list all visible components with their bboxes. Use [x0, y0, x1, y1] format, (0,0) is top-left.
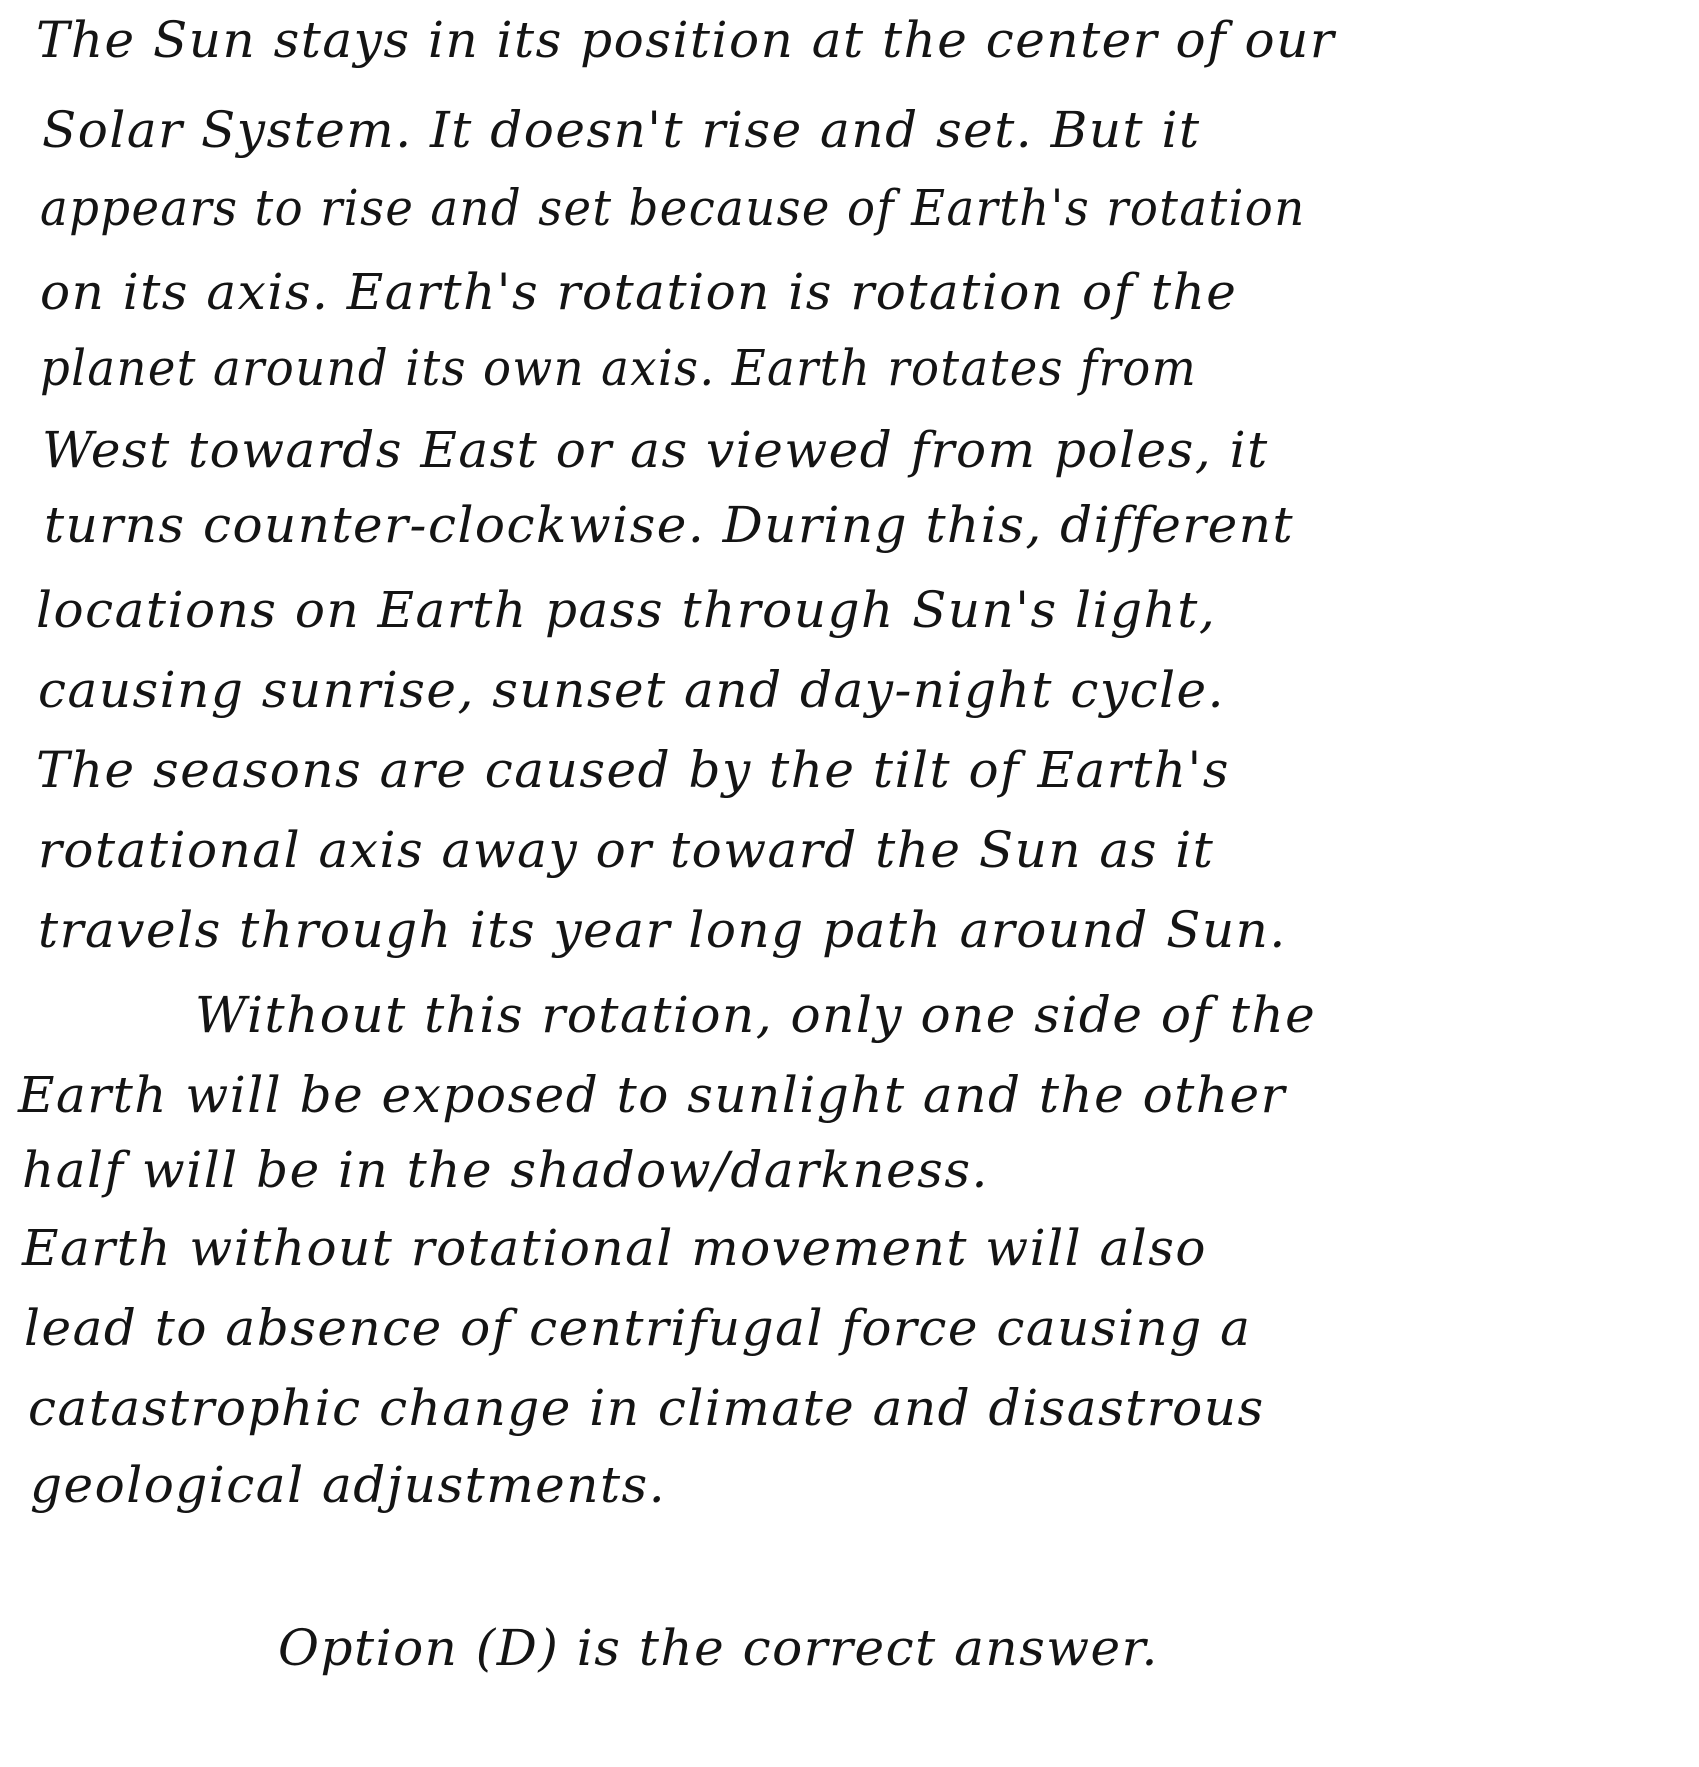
text-line: locations on Earth pass through Sun's light,: [36, 581, 1217, 639]
text-line: causing sunrise, sunset and day-night cycle.: [38, 661, 1226, 719]
paragraph-start-line: Without this rotation, only one side of the: [195, 986, 1317, 1044]
text-line: geological adjustments.: [30, 1456, 667, 1514]
text-line: The Sun stays in its position at the center of our: [36, 11, 1336, 69]
text-line: lead to absence of centrifugal force causing a: [24, 1299, 1252, 1357]
text-line: Earth without rotational movement will also: [22, 1219, 1208, 1277]
text-line: planet around its own axis. Earth rotates from: [40, 339, 1198, 397]
text-line: Earth will be exposed to sunlight and the other: [18, 1066, 1287, 1124]
answer-line: Option (D) is the correct answer.: [278, 1619, 1159, 1677]
text-line: Solar System. It doesn't rise and set. But it: [42, 101, 1201, 159]
text-line: catastrophic change in climate and disastrous: [28, 1379, 1265, 1437]
text-line: West towards East or as viewed from poles, it: [42, 421, 1269, 479]
text-line: The seasons are caused by the tilt of Earth's: [36, 741, 1230, 799]
text-line: half will be in the shadow/darkness.: [22, 1141, 989, 1199]
text-line: turns counter-clockwise. During this, different: [44, 496, 1295, 554]
text-line: appears to rise and set because of Earth's rotation: [40, 179, 1306, 237]
text-line: travels through its year long path around Sun.: [38, 901, 1287, 959]
text-line: rotational axis away or toward the Sun as it: [38, 821, 1215, 879]
text-line: on its axis. Earth's rotation is rotation of the: [40, 263, 1238, 321]
